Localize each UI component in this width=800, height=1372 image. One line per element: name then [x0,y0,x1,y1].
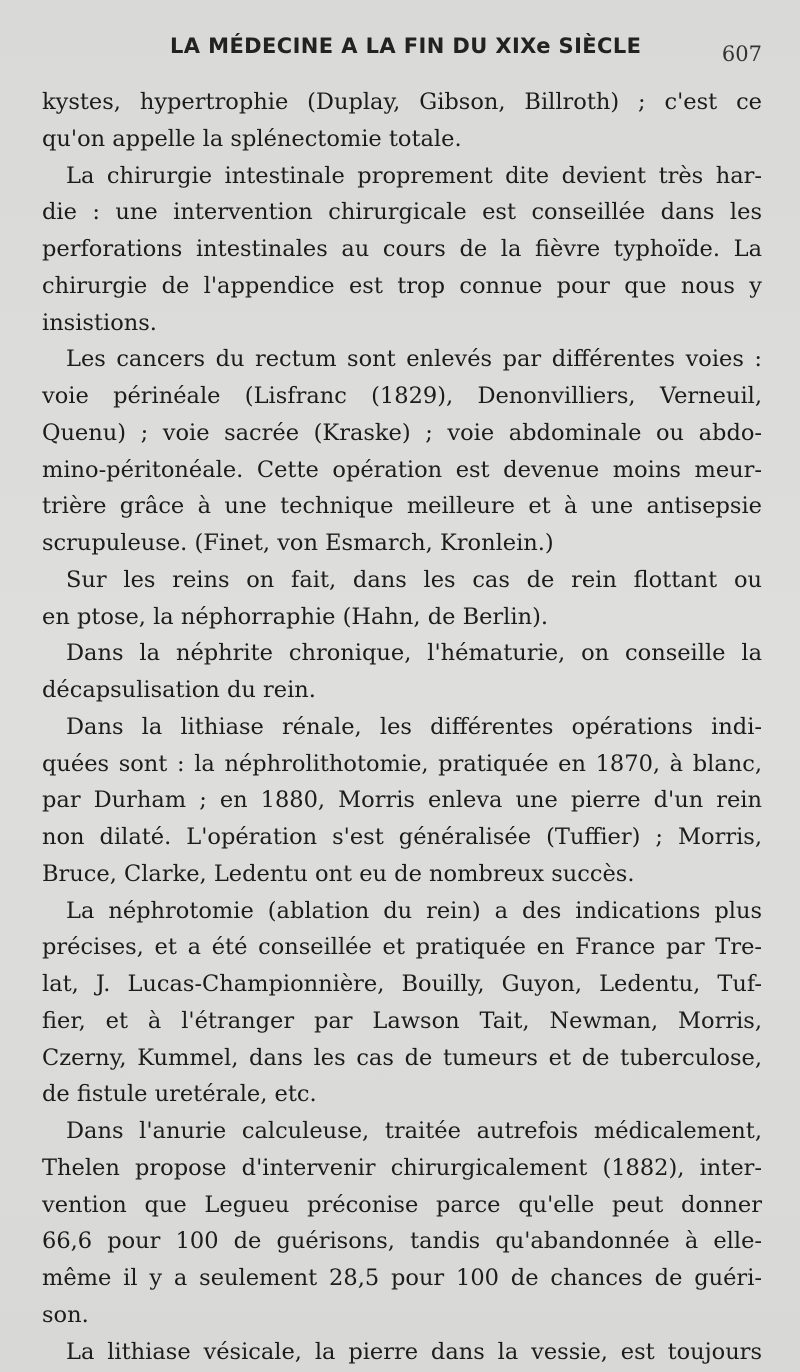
text-line: Quenu) ; voie sacrée (Kraske) ; voie abdominale ou abdo- [42,419,762,446]
text-line: La lithiase vésicale, la pierre dans la vessie, est toujours [66,1338,762,1365]
text-line: décapsulisation du rein. [42,677,316,703]
text-line: Bruce, Clarke, Ledentu ont eu de nombreux succès. [42,860,635,887]
text-line: La néphrotomie (ablation du rein) a des indications plus [66,897,762,924]
text-line: chirurgie de l'appendice est trop connue pour que nous y [42,272,762,299]
text-line: non dilaté. L'opération s'est généralisée (Tuffier) ; Morris, [42,824,762,850]
text-line: Sur les reins on fait, dans les cas de rein flottant ou [66,566,762,593]
text-line: Les cancers du rectum sont enlevés par différentes voies : [66,346,762,373]
text-line: La chirurgie intestinale proprement dite devient très har- [66,162,762,189]
body-text [42,84,762,1370]
text-line: lat, J. Lucas-Championnière, Bouilly, Guyon, Ledentu, Tuf- [42,971,762,997]
text-line: vention que Legueu préconise parce qu'elle peut donner [42,1191,762,1218]
text-line: Thelen propose d'intervenir chirurgicalement (1882), inter- [42,1154,762,1181]
text-line: qu'on appelle la splénectomie totale. [42,125,462,152]
text-line: son. [42,1301,89,1328]
text-line: perforations intestinales au cours de la fièvre typhoïde. La [42,236,762,262]
text-line: en ptose, la néphorraphie (Hahn, de Berlin). [42,603,548,630]
text-line: scrupuleuse. (Finet, von Esmarch, Kronlein.) [42,530,554,556]
text-line: de fistule uretérale, etc. [42,1081,317,1108]
text-line: par Durham ; en 1880, Morris enleva une pierre d'un rein [42,787,762,814]
text-line: quées sont : la néphrolithotomie, pratiquée en 1870, à blanc, [42,750,762,777]
text-line: trière grâce à une technique meilleure et à une antisepsie [42,493,762,520]
text-line: die : une intervention chirurgicale est conseillée dans les [42,199,762,226]
text-line: précises, et a été conseillée et pratiquée en France par Tre- [42,934,762,961]
text-line: voie périnéale (Lisfranc (1829), Denonvilliers, Verneuil, [42,383,762,409]
text-line: mino-péritonéale. Cette opération est devenue moins meur- [42,456,762,483]
text-line: kystes, hypertrophie (Duplay, Gibson, Billroth) ; c'est ce [42,89,762,115]
page-number: 607 [721,42,762,66]
text-line: même il y a seulement 28,5 pour 100 de chances de guéri- [42,1265,762,1291]
text-line: insistions. [42,309,157,336]
text-line: fier, et à l'étranger par Lawson Tait, Newman, Morris, [42,1007,762,1034]
text-line: Czerny, Kummel, dans les cas de tumeurs et de tuberculose, [42,1044,762,1071]
page-header [0,34,800,74]
text-line: Dans la lithiase rénale, les différentes opérations indi- [66,713,762,740]
text-line: 66,6 pour 100 de guérisons, tandis qu'abandonnée à elle- [42,1228,762,1255]
text-line: Dans la néphrite chronique, l'hématurie, on conseille la [66,640,762,667]
text-line: Dans l'anurie calculeuse, traitée autrefois médicalement, [66,1118,762,1144]
running-title: LA MÉDECINE A LA FIN DU XIXe SIÈCLE [170,34,642,58]
